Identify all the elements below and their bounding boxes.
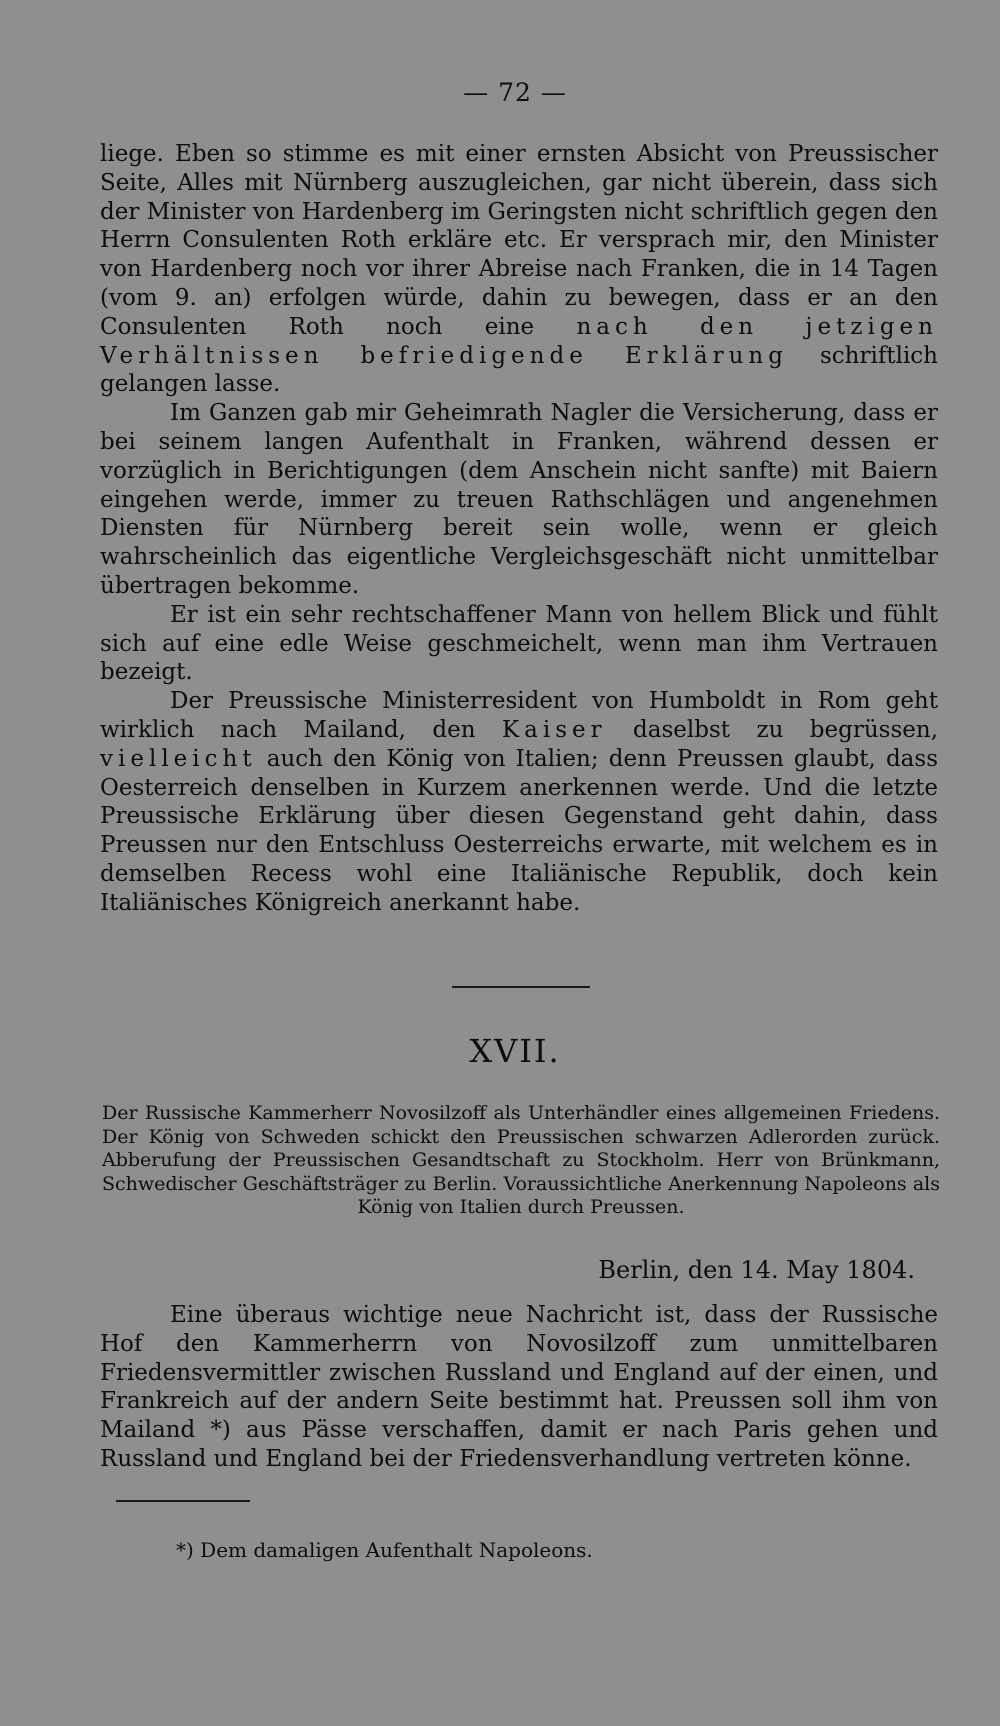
- paragraph-character: Er ist ein sehr rechtschaffener Mann von hellem Blick und fühlt sich auf eine edle Weise geschmeichelt, wenn man ihm Vertrauen bezeigt.: [100, 601, 938, 686]
- paragraph-continuation: liege. Eben so stimme es mit einer ernsten Absicht von Preussischer Seite, Alles mit Nürnberg auszugleichen, gar nicht überein, dass sich der Minister von Hardenberg im Geringsten nicht schriftlich gegen den Herrn Consulenten Roth erkläre etc. Er versprach mir, den Minister von Hardenberg noch vor ihrer Abreise nach Franken, die in 14 Tagen (vom 9. an) erfolgen würde, dahin zu bewegen, dass er an den Consulenten Roth noch eine nach den jetzigen Verhältnissen befriedigende Erklärung schriftlich gelangen lasse.: [100, 141, 938, 398]
- chapter-number: XVII.: [469, 1032, 561, 1070]
- paragraph-novosilzoff: Eine überaus wichtige neue Nachricht ist, dass der Russische Hof den Kammerherrn von Novosilzoff zum unmittelbaren Friedensvermittler zwischen Russland und England auf der einen, und Frankreich auf der andern Seite bestimmt hat. Preussen soll ihm von Mailand *) aus Pässe verschaffen, damit er nach Paris gehen und Russland und England bei der Friedensverhandlung vertreten könne.: [100, 1302, 938, 1472]
- paragraph-humboldt: Der Preussische Ministerresident von Humboldt in Rom geht wirklich nach Mailand, den Kaiser daselbst zu begrüssen, vielleicht auch den König von Italien; denn Preussen glaubt, dass Oesterreich denselben in Kurzem anerkennen werde. Und die letzte Preussische Erklärung über diesen Gegenstand geht dahin, dass Preussen nur den Entschluss Oesterreichs erwarte, mit welchem es in demselben Recess wohl eine Italiänische Republik, doch kein Italiänisches Königreich anerkannt habe.: [100, 688, 939, 916]
- dateline: Berlin, den 14. May 1804.: [598, 1256, 915, 1284]
- chapter-summary: Der Russische Kammerherr Novosilzoff als Unterhändler eines allgemeinen Friedens. Der König von Schweden schickt den Preussischen schwarzen Adlerorden zurück. Abberufung der Preussischen Gesandtschaft zu Stockholm. Herr von Brünkmann, Schwedischer Geschäftsträger zu Berlin. Voraussichtliche Anerkennung Napoleons als König von Italien durch Preussen.: [102, 1102, 940, 1218]
- letter-text-block: [100, 1301, 938, 1474]
- section-divider: [452, 986, 590, 988]
- spaced-emphasis-kaiser: Kaiser: [501, 716, 607, 743]
- main-text-block: [100, 140, 938, 918]
- spaced-emphasis: nach den jetzigen Verhältnissen befriedigende Erklärung: [100, 313, 938, 369]
- footnote: *) Dem damaligen Aufenthalt Napoleons.: [176, 1538, 593, 1562]
- spaced-emphasis-vielleicht: vielleicht: [100, 745, 257, 772]
- paragraph-nagler: Im Ganzen gab mir Geheimrath Nagler die Versicherung, dass er bei seinem langen Aufenthalt in Franken, während dessen er vorzüglich in Berichtigungen (dem Anschein nicht sanfte) mit Baiern eingehen werde, immer zu treuen Rathschlägen und angenehmen Diensten für Nürnberg bereit sein wolle, wenn er gleich wahrscheinlich das eigentliche Vergleichsgeschäft nicht unmittelbar übertragen bekomme.: [100, 400, 938, 599]
- page-number: — 72 —: [463, 78, 567, 107]
- footnote-divider: [116, 1500, 250, 1502]
